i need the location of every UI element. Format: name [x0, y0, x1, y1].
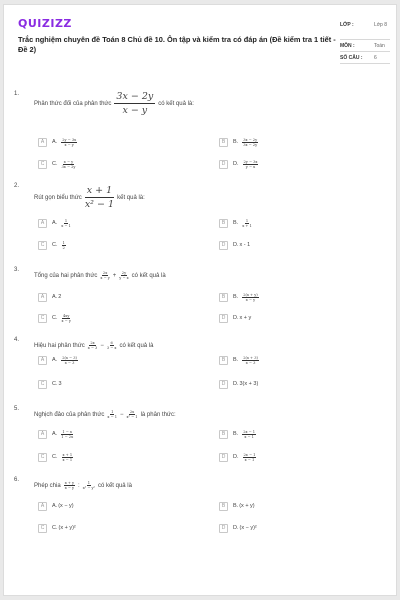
fraction-numerator: 2x − 1: [243, 429, 256, 434]
option-prefix: A.: [52, 431, 58, 437]
fraction-numerator: 2y − 3x: [62, 137, 77, 142]
option-letter-box[interactable]: C: [38, 314, 47, 323]
fraction: [243, 453, 257, 462]
answer-option-b[interactable]: [219, 355, 262, 365]
option-content: [233, 293, 262, 302]
worksheet-page: [3, 4, 397, 596]
option-content: [52, 219, 74, 228]
question-text: [34, 481, 132, 490]
question-suffix: có kết quả là: [119, 342, 154, 349]
option-letter-box[interactable]: B: [219, 293, 228, 302]
option-prefix: A.: [52, 503, 58, 509]
fraction: [107, 341, 117, 350]
option-content: [233, 219, 255, 228]
option-value: (x + y)²: [58, 525, 76, 531]
option-prefix: B.: [233, 357, 239, 363]
option-content: [233, 503, 255, 509]
option-letter-box[interactable]: D: [219, 380, 228, 389]
fraction: [119, 271, 128, 280]
fraction: [61, 219, 71, 228]
option-prefix: C.: [52, 381, 58, 387]
answer-option-d[interactable]: [219, 379, 258, 389]
question-stem: Tổng của hai phân thức: [34, 272, 98, 279]
fraction-denominator: y − x: [245, 164, 256, 169]
fraction: [242, 138, 258, 147]
option-prefix: D.: [233, 454, 239, 460]
fraction: [62, 160, 76, 169]
option-prefix: B.: [233, 431, 239, 437]
fraction: [242, 430, 256, 439]
option-letter-box[interactable]: B: [219, 219, 228, 228]
fraction-numerator: 1: [64, 218, 68, 223]
option-prefix: C.: [52, 525, 58, 531]
option-letter-box[interactable]: D: [219, 524, 228, 533]
fraction: [100, 271, 109, 280]
answer-option-b[interactable]: [219, 137, 261, 147]
option-letter-box[interactable]: D: [219, 453, 228, 462]
answer-option-d[interactable]: [219, 452, 259, 462]
option-value: (x − y): [58, 503, 74, 509]
question-number: 6.: [14, 477, 20, 483]
fraction-numerator: x + 1: [86, 185, 113, 196]
option-prefix: D.: [233, 315, 239, 321]
option-letter-box[interactable]: A: [38, 138, 47, 147]
fraction-denominator: x − 1: [244, 434, 254, 439]
option-content: [52, 453, 76, 462]
fraction: [64, 481, 75, 490]
fraction: [61, 356, 78, 365]
option-value: (x + y): [239, 503, 255, 509]
fraction-numerator: x + y: [64, 481, 75, 485]
option-content: [233, 356, 262, 365]
answer-option-a[interactable]: [38, 355, 81, 365]
fraction-denominator: x² − y²: [82, 486, 95, 490]
option-content: [52, 356, 81, 365]
meta-value: Toán: [374, 43, 385, 49]
fraction: [83, 481, 95, 490]
fraction-denominator: x − y: [122, 105, 148, 116]
fraction-denominator: 1 − 2x: [61, 434, 74, 439]
fraction-denominator: x + 1: [242, 223, 252, 228]
answer-option-d[interactable]: [219, 313, 251, 323]
option-value: x + y: [239, 315, 252, 321]
fraction-denominator: x² − 1: [126, 415, 138, 419]
option-value: 2: [58, 294, 62, 300]
fraction-numerator: x − y: [63, 159, 74, 164]
question-text: [34, 410, 176, 419]
fraction-numerator: 2(x − 3): [62, 355, 77, 360]
option-content: [233, 138, 261, 147]
question-stem: Nghịch đảo của phân thức: [34, 411, 105, 418]
option-prefix: A.: [52, 139, 58, 145]
answer-option-c[interactable]: [38, 379, 62, 389]
fraction-denominator: 3x − 2y: [243, 142, 258, 147]
answer-option-a[interactable]: [38, 429, 76, 439]
meta-row-class: [340, 19, 390, 40]
operator: :: [78, 482, 80, 489]
fraction: [62, 241, 66, 250]
operator: −: [120, 411, 124, 418]
answer-option-d[interactable]: [219, 523, 257, 533]
option-letter-box[interactable]: A: [38, 356, 47, 365]
fraction-denominator: x² − 1: [84, 199, 115, 210]
option-prefix: A.: [52, 294, 58, 300]
meta-value: Lớp 8: [374, 22, 388, 28]
fraction: [127, 410, 138, 419]
question-text: [34, 271, 166, 280]
option-letter-box[interactable]: C: [38, 160, 47, 169]
answer-option-b[interactable]: [219, 218, 255, 228]
fraction: [88, 341, 98, 350]
fraction: [107, 410, 117, 419]
option-content: [52, 138, 80, 147]
option-prefix: B.: [233, 220, 239, 226]
fraction-denominator: x − 3: [87, 346, 98, 350]
question-stem: Phân thức đối của phân thức: [34, 100, 112, 107]
question-number: 4.: [14, 337, 20, 343]
answer-option-c[interactable]: [38, 240, 69, 250]
question-number: 2.: [14, 183, 20, 189]
fraction: [62, 314, 71, 323]
option-content: [52, 294, 61, 300]
option-value: (x − y)²: [239, 525, 257, 531]
option-content: [233, 160, 261, 169]
option-content: [52, 314, 74, 323]
fraction-numerator: 1 − x: [62, 429, 72, 434]
meta-key: LỚP :: [340, 22, 354, 28]
option-prefix: C.: [52, 454, 58, 460]
fraction-denominator: 3x − 2y: [61, 164, 76, 169]
option-letter-box[interactable]: C: [38, 453, 47, 462]
fraction-denominator: y − x: [119, 276, 129, 280]
operator: −: [100, 342, 104, 349]
option-letter-box[interactable]: B: [219, 356, 228, 365]
option-content: [233, 453, 259, 462]
question-suffix: có kết quả là: [97, 482, 132, 489]
fraction-numerator: 2(x + 3): [243, 355, 258, 360]
operator: +: [112, 272, 117, 279]
question-text: [34, 341, 153, 350]
question-suffix: là phân thức:: [140, 411, 176, 418]
answer-option-c[interactable]: [38, 159, 78, 169]
question-text: [34, 91, 194, 116]
fraction-denominator: x − y: [64, 142, 74, 147]
meta-value: 6: [374, 55, 377, 61]
fraction-numerator: 2x − 1: [243, 452, 256, 457]
fraction: [242, 293, 258, 302]
fraction-denominator: 2: [62, 245, 65, 250]
question-number: 1.: [14, 91, 20, 97]
option-prefix: B.: [233, 294, 239, 300]
answer-option-a[interactable]: [38, 292, 61, 302]
option-prefix: C.: [52, 315, 58, 321]
option-content: [233, 315, 251, 321]
answer-option-a[interactable]: [38, 501, 74, 511]
option-value: 3(x + 3): [239, 381, 259, 387]
option-letter-box[interactable]: A: [38, 293, 47, 302]
answer-option-c[interactable]: [38, 313, 74, 323]
question-number: 3.: [14, 267, 20, 273]
fraction-denominator: x − y: [61, 318, 71, 323]
option-prefix: D.: [233, 242, 239, 248]
fraction-numerator: 2y: [121, 271, 127, 275]
fraction-denominator: x − y: [64, 486, 75, 490]
question-stem: Rút gọn biểu thức: [34, 194, 82, 201]
option-letter-box[interactable]: A: [38, 502, 47, 511]
fraction: [85, 185, 114, 210]
option-prefix: B.: [233, 139, 239, 145]
fraction-numerator: 4xy: [63, 313, 70, 318]
fraction-numerator: 3x − 2y: [243, 137, 258, 142]
option-value: 3: [58, 381, 62, 387]
answer-option-b[interactable]: [219, 429, 259, 439]
option-prefix: D.: [233, 161, 239, 167]
fraction-numerator: 2y − 3x: [243, 159, 258, 164]
option-prefix: D.: [233, 381, 239, 387]
option-content: [233, 525, 257, 531]
option-letter-box[interactable]: B: [219, 138, 228, 147]
meta-key: MÔN :: [340, 43, 355, 49]
fraction-denominator: x − 1: [62, 457, 73, 462]
fraction-denominator: x − 1: [244, 457, 255, 462]
fraction-numerator: 2x: [102, 271, 108, 275]
option-prefix: D.: [233, 525, 239, 531]
fraction: [61, 138, 77, 147]
option-prefix: A.: [52, 220, 58, 226]
question-stem: Hiệu hai phân thức: [34, 342, 85, 349]
option-content: [233, 430, 259, 439]
option-letter-box[interactable]: A: [38, 430, 47, 439]
option-content: [52, 525, 76, 531]
question-stem: Phép chia: [34, 482, 61, 489]
answer-option-a[interactable]: [38, 218, 74, 228]
answer-option-d[interactable]: [219, 240, 250, 250]
question-text: [34, 185, 145, 210]
fraction-denominator: x − 1: [107, 415, 118, 419]
option-letter-box[interactable]: C: [38, 524, 47, 533]
question-number: 5.: [14, 406, 20, 412]
option-letter-box[interactable]: D: [219, 241, 228, 250]
fraction-denominator: x − y: [245, 297, 256, 302]
fraction-numerator: 1: [87, 481, 90, 485]
fraction-numerator: 1: [62, 240, 65, 245]
fraction-numerator: 2x: [129, 410, 135, 414]
fraction-denominator: x − y: [100, 276, 110, 280]
fraction-numerator: 6: [110, 341, 113, 345]
answer-option-b[interactable]: [219, 292, 262, 302]
option-content: [52, 381, 62, 387]
fraction: [243, 160, 259, 169]
fraction-denominator: 3 − x: [106, 346, 117, 350]
option-letter-box[interactable]: B: [219, 430, 228, 439]
meta-panel: [340, 19, 390, 64]
quizizz-logo: QUIZIZZ: [18, 17, 72, 30]
fraction: [242, 219, 252, 228]
answer-option-c[interactable]: [38, 523, 76, 533]
fraction-numerator: x + 1: [62, 452, 73, 457]
option-prefix: A.: [52, 357, 58, 363]
option-content: [233, 381, 258, 387]
option-prefix: B.: [233, 503, 239, 509]
fraction: [61, 430, 73, 439]
question-suffix: kết quả là:: [117, 194, 145, 201]
fraction-numerator: 1: [111, 410, 114, 414]
fraction-denominator: x − 1: [61, 223, 71, 228]
meta-row-count: [340, 52, 390, 64]
answer-option-c[interactable]: [38, 452, 76, 462]
document-title: Trắc nghiệm chuyên đề Toán 8 Chủ đề 10. Ôn tập và kiểm tra có đáp án (Đề kiểm tra 1 tiết - Đề 2): [18, 35, 336, 54]
option-letter-box[interactable]: D: [219, 314, 228, 323]
option-letter-box[interactable]: A: [38, 219, 47, 228]
option-content: [52, 241, 69, 250]
option-content: [233, 242, 250, 248]
meta-row-subject: [340, 40, 390, 52]
option-letter-box[interactable]: C: [38, 241, 47, 250]
option-letter-box[interactable]: D: [219, 160, 228, 169]
fraction-numerator: 3x − 2y: [116, 91, 154, 102]
option-prefix: C.: [52, 242, 58, 248]
option-prefix: C.: [52, 161, 58, 167]
answer-option-b[interactable]: [219, 501, 255, 511]
fraction: [114, 91, 155, 116]
fraction-denominator: x − 3: [64, 360, 75, 365]
option-content: [52, 160, 78, 169]
answer-option-a[interactable]: [38, 137, 80, 147]
option-content: [52, 430, 76, 439]
fraction-numerator: 1: [245, 218, 249, 223]
meta-key: SỐ CÂU :: [340, 55, 363, 61]
question-suffix: có kết quả là: [131, 272, 166, 279]
fraction-denominator: x − 3: [245, 360, 256, 365]
answer-option-d[interactable]: [219, 159, 261, 169]
question-suffix: có kết quả là:: [158, 100, 194, 107]
option-letter-box[interactable]: C: [38, 380, 47, 389]
option-content: [52, 503, 74, 509]
option-value: x - 1: [239, 242, 251, 248]
fraction-numerator: 2x: [90, 341, 95, 345]
option-letter-box[interactable]: B: [219, 502, 228, 511]
fraction-numerator: 2(x + y): [243, 292, 258, 297]
fraction: [62, 453, 74, 462]
fraction: [242, 356, 259, 365]
